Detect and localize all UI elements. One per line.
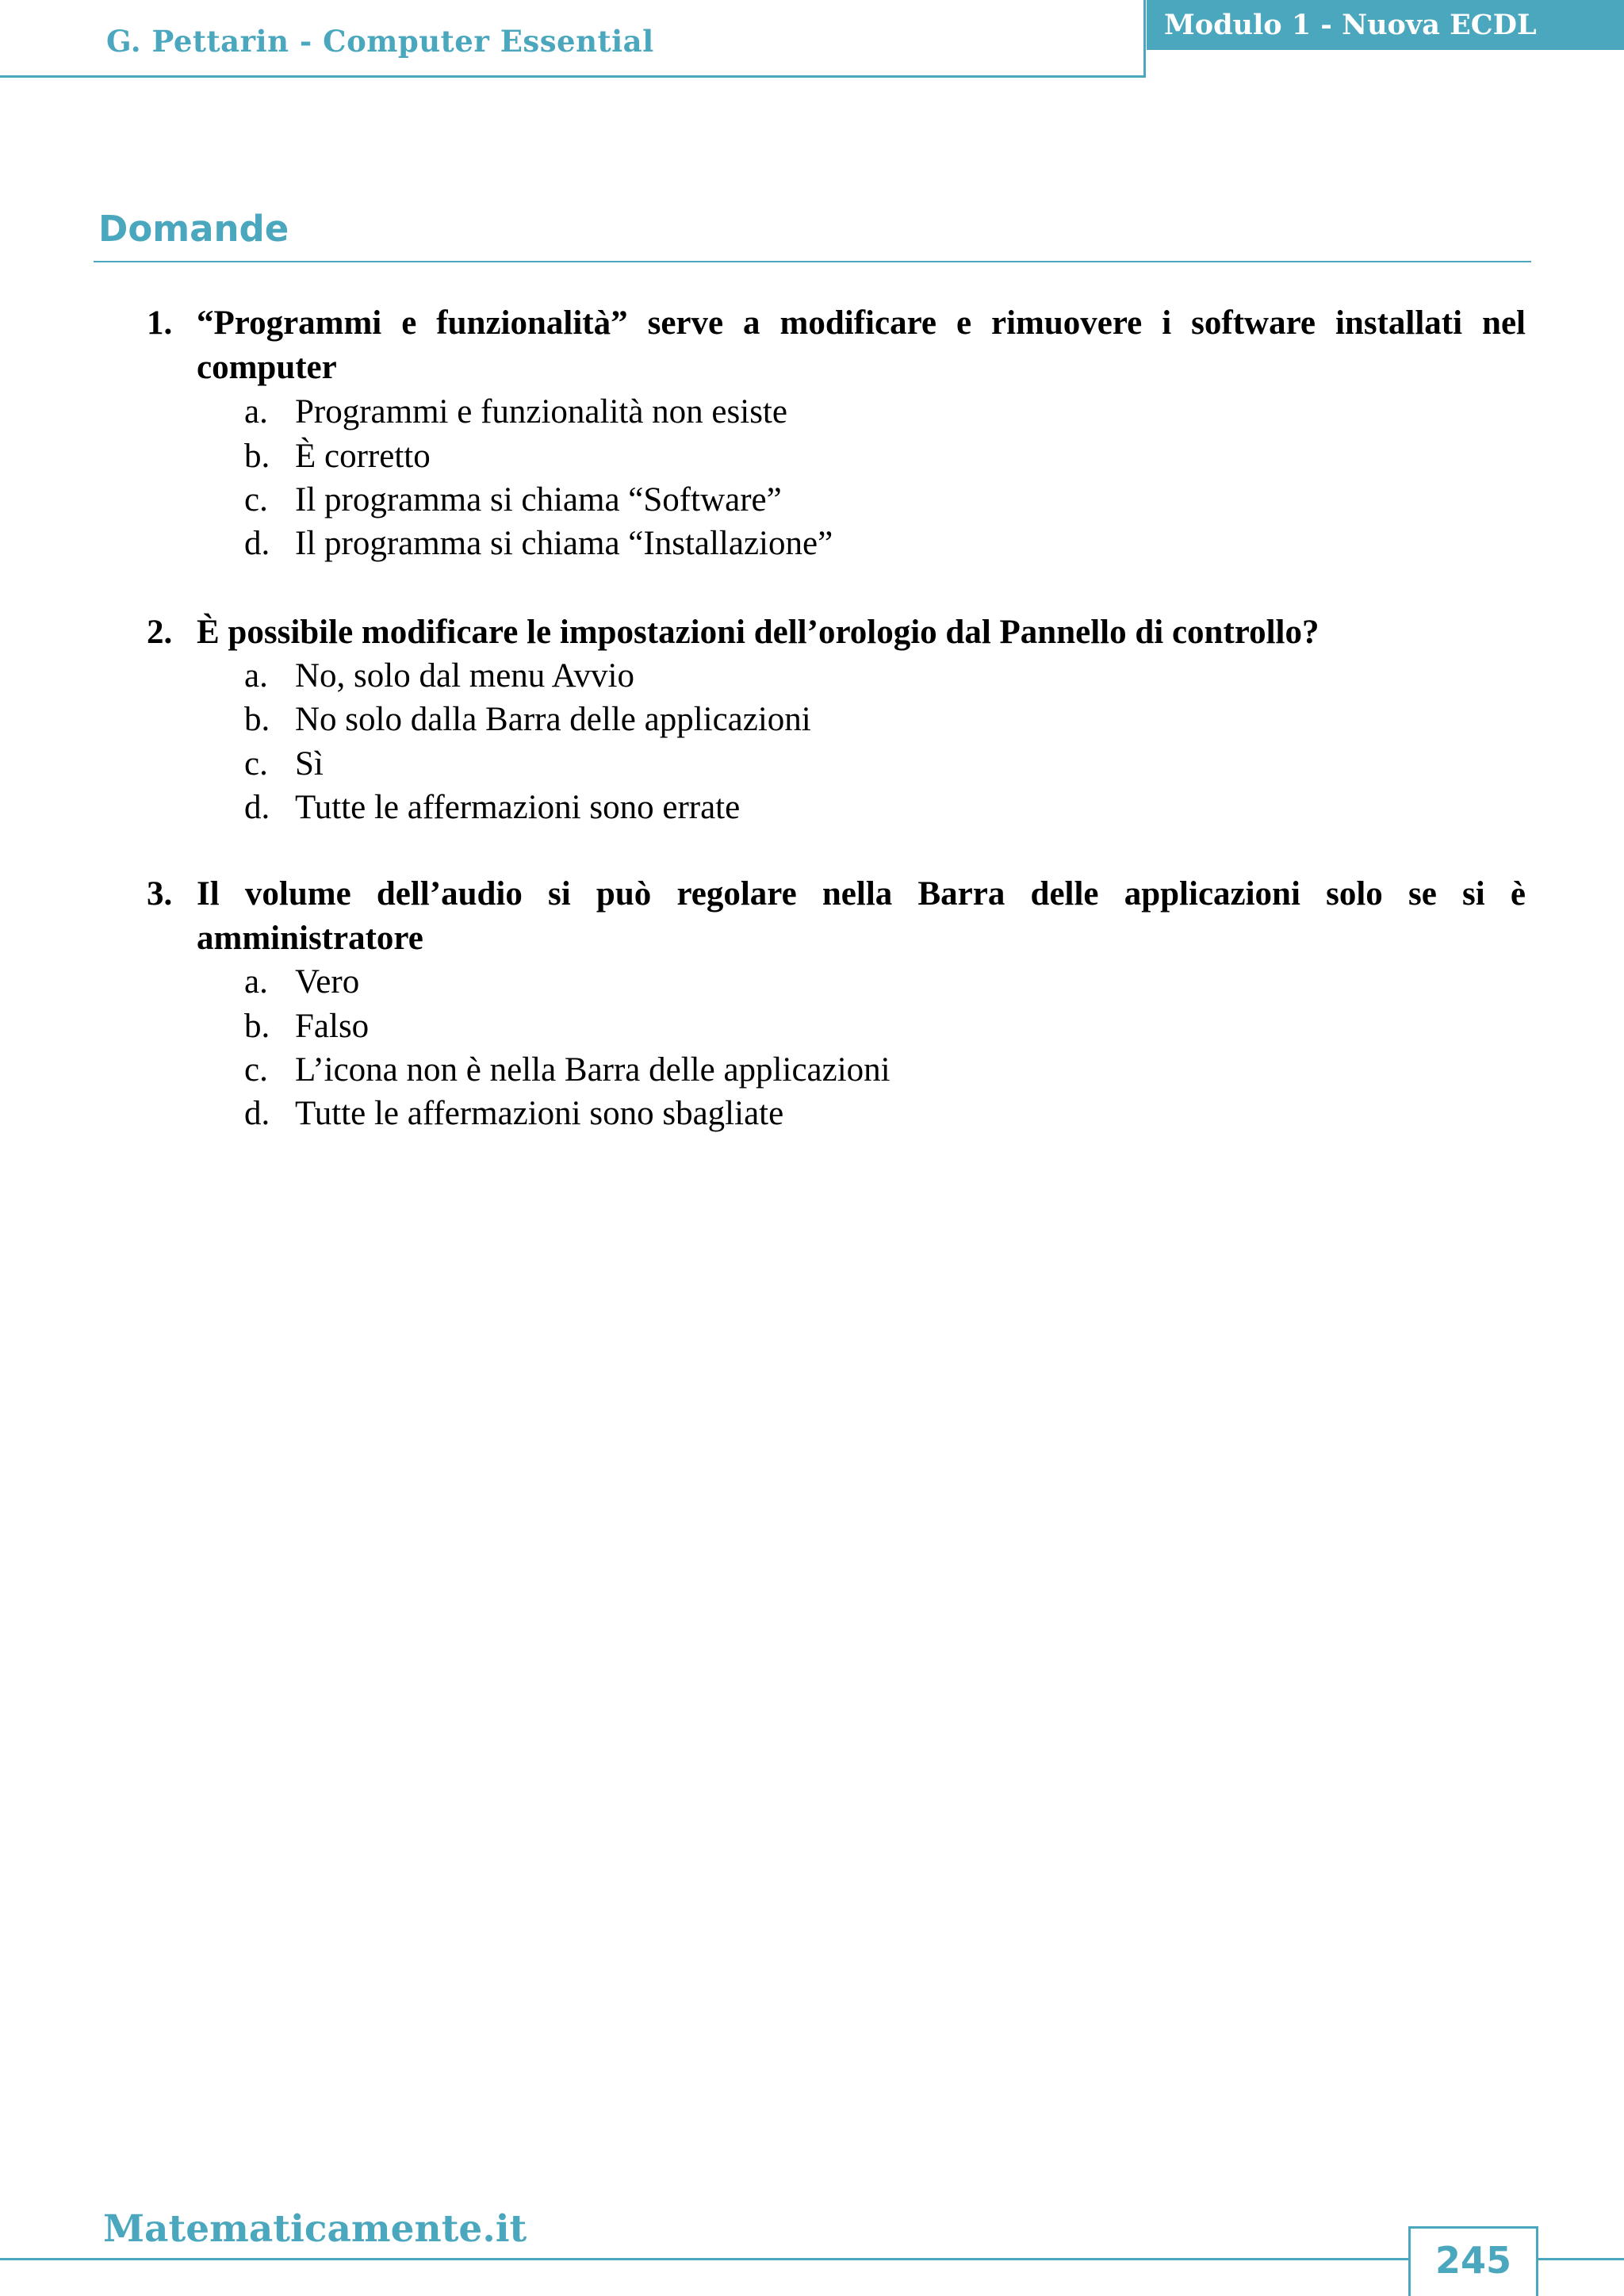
option-text: Programmi e funzionalità non esiste: [295, 393, 787, 430]
option-letter: a.: [244, 393, 268, 430]
question-number: 2.: [147, 614, 173, 651]
option-letter: b.: [244, 1008, 270, 1045]
option-text: Il programma si chiama “Installazione”: [295, 525, 833, 562]
option-letter: b.: [244, 701, 270, 738]
option-letter: d.: [244, 1095, 270, 1132]
question-text: Il volume dell’audio si può regolare nella Barra delle applicazioni solo se si è amministratore: [197, 875, 1526, 957]
question-text: “Programmi e funzionalità” serve a modificare e rimuovere i software installati nel computer: [197, 304, 1526, 386]
option-letter: b.: [244, 438, 270, 475]
option-letter: d.: [244, 525, 270, 562]
option-text: Tutte le affermazioni sono errate: [295, 789, 741, 826]
page-number: 245: [1408, 2226, 1538, 2296]
option-letter: c.: [244, 481, 268, 519]
header-left-title: G. Pettarin - Computer Essential: [106, 24, 654, 59]
section-rule: [94, 261, 1531, 262]
option-text: Il programma si chiama “Software”: [295, 481, 782, 519]
question-number: 1.: [147, 304, 173, 342]
header-divider: [1143, 0, 1146, 78]
option-text: L’icona non è nella Barra delle applicazioni: [295, 1051, 891, 1089]
header-underline: [0, 75, 1145, 78]
option-text: No, solo dal menu Avvio: [295, 657, 634, 695]
footer-site-name: Matematicamente.it: [103, 2207, 527, 2251]
footer-rule: [0, 2258, 1624, 2260]
option-letter: d.: [244, 789, 270, 826]
option-text: Tutte le affermazioni sono sbagliate: [295, 1095, 784, 1132]
option-text: Vero: [295, 963, 360, 1001]
option-letter: a.: [244, 963, 268, 1001]
option-text: È corretto: [295, 438, 431, 475]
section-heading: Domande: [98, 208, 289, 250]
option-text: No solo dalla Barra delle applicazioni: [295, 701, 811, 738]
option-text: Sì: [295, 745, 324, 783]
option-letter: a.: [244, 657, 268, 695]
header-module-badge: Modulo 1 - Nuova ECDL: [1147, 0, 1624, 50]
question-text: È possibile modificare le impostazioni dell’orologio dal Pannello di controllo?: [197, 614, 1320, 651]
option-letter: c.: [244, 745, 268, 783]
option-text: Falso: [295, 1008, 370, 1045]
option-letter: c.: [244, 1051, 268, 1089]
question-number: 3.: [147, 875, 173, 913]
